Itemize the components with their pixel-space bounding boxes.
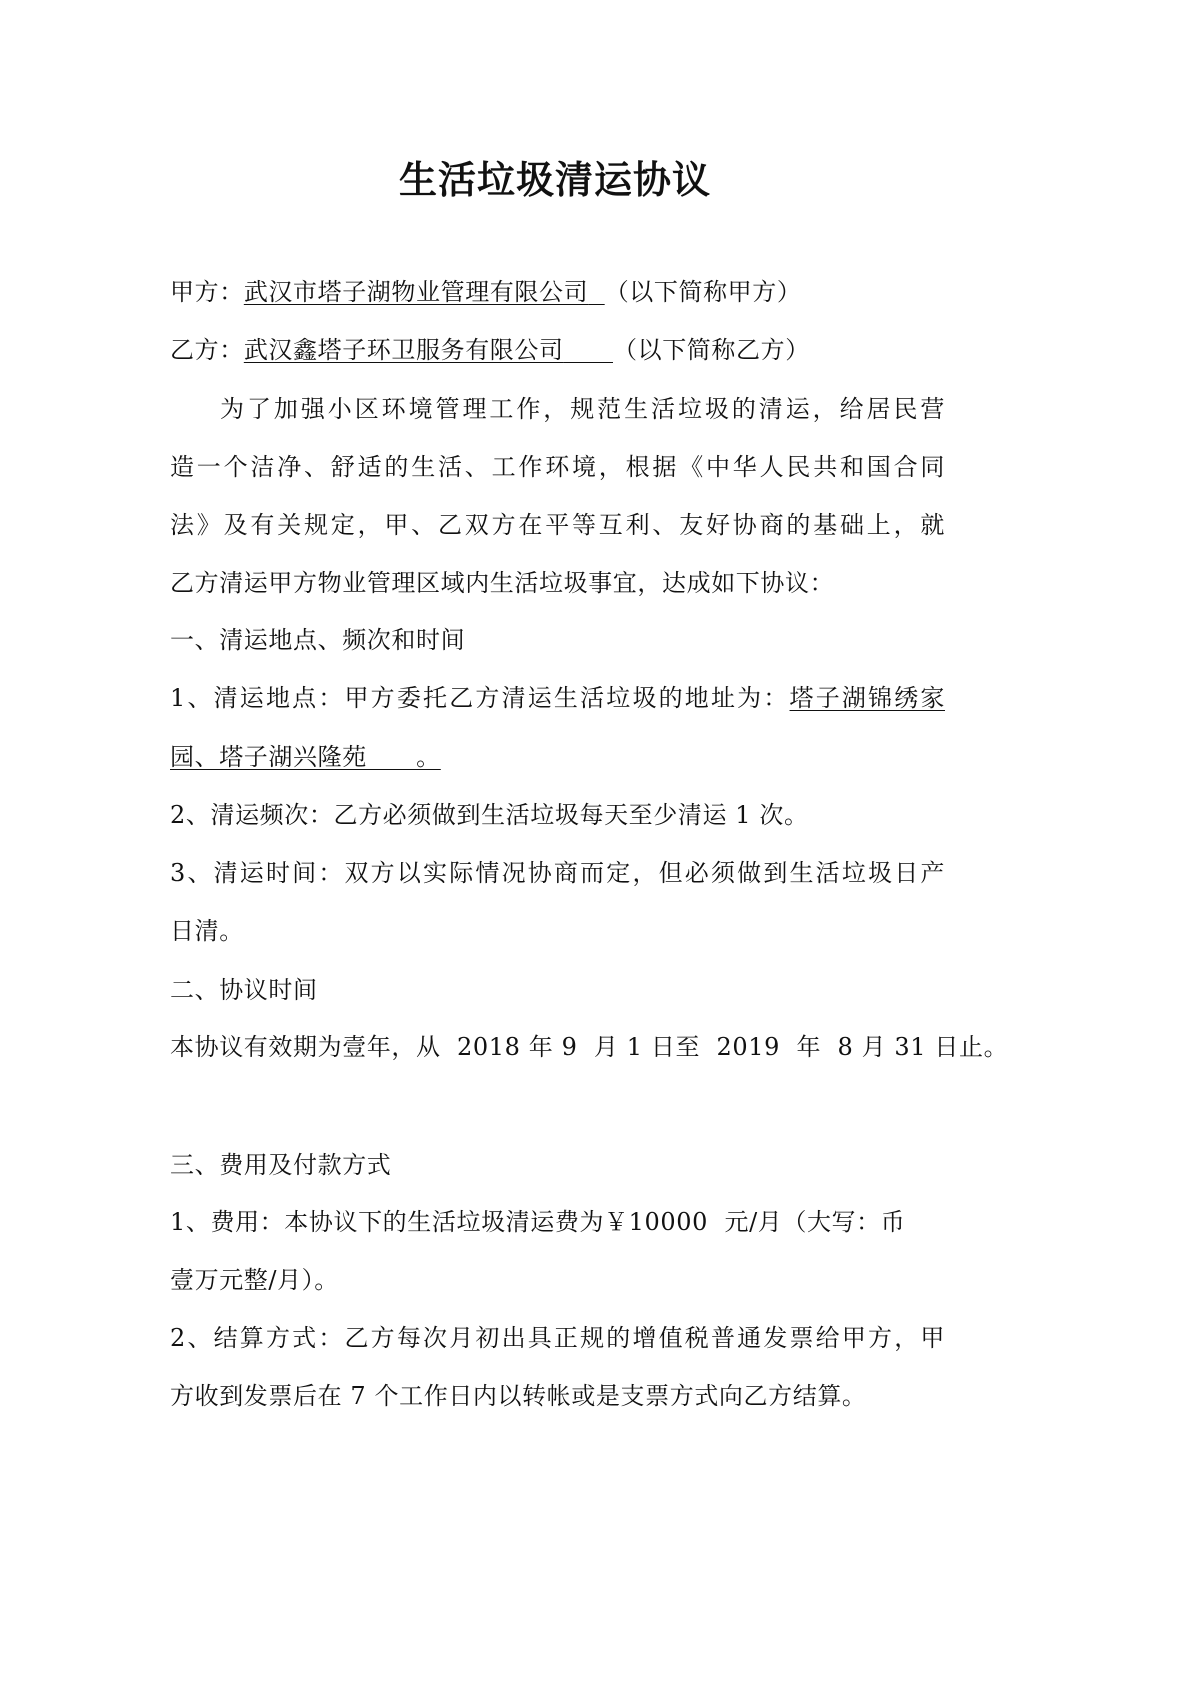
party-a-pad bbox=[588, 278, 604, 306]
party-b-line bbox=[170, 330, 945, 370]
item-1-address-cont: 园、塔子湖兴隆苑 。 bbox=[170, 743, 441, 771]
section-3-item-1: 1、费用：本协议下的生活垃圾清运费为￥10000 元/月（大写：币 bbox=[170, 1208, 906, 1236]
party-a-suffix: （以下简称甲方） bbox=[604, 278, 802, 306]
item-1-address: 塔子湖锦绣家 bbox=[789, 684, 945, 712]
party-b-pad bbox=[564, 336, 613, 364]
section-1-item-1 bbox=[170, 678, 945, 718]
party-b-name bbox=[244, 336, 613, 364]
preamble-line-3: 法》及有关规定，甲、乙双方在平等互利、友好协商的基础上，就 bbox=[170, 511, 945, 539]
section-3-item-2-cont: 方收到发票后在 7 个工作日内以转帐或是支票方式向乙方结算。 bbox=[170, 1382, 867, 1410]
section-1-item-1-cont bbox=[170, 737, 945, 777]
party-b-suffix: （以下简称乙方） bbox=[613, 336, 810, 364]
preamble-line-1: 为了加强小区环境管理工作，规范生活垃圾的清运，给居民营 bbox=[220, 395, 945, 423]
party-a-name bbox=[244, 278, 605, 306]
section-3-item-2: 2、结算方式：乙方每次月初出具正规的增值税普通发票给甲方，甲 bbox=[170, 1324, 945, 1352]
party-a-line bbox=[170, 272, 945, 312]
item-1-prefix: 1、清运地点：甲方委托乙方清运生活垃圾的地址为： bbox=[170, 684, 790, 712]
section-2-body: 本协议有效期为壹年，从 2018 年 9 月 1 日至 2019 年 8 月 31 日止。 bbox=[170, 1033, 1009, 1061]
party-b-name-text: 武汉鑫塔子环卫服务有限公司 bbox=[243, 336, 564, 364]
section-2-heading: 二、协议时间 bbox=[170, 976, 318, 1004]
section-1-heading: 一、清运地点、频次和时间 bbox=[170, 626, 466, 654]
section-1-item-3: 3、清运时间：双方以实际情况协商而定，但必须做到生活垃圾日产 bbox=[170, 859, 945, 887]
preamble-line-4: 乙方清运甲方物业管理区域内生活垃圾事宜，达成如下协议： bbox=[170, 569, 835, 597]
document-title: 生活垃圾清运协议 bbox=[398, 158, 711, 202]
party-b-label: 乙方： bbox=[170, 336, 244, 364]
section-3-item-1-cont: 壹万元整/月）。 bbox=[170, 1266, 339, 1294]
party-a-name-text: 武汉市塔子湖物业管理有限公司 bbox=[243, 278, 589, 306]
section-1-item-2: 2、清运频次：乙方必须做到生活垃圾每天至少清运 1 次。 bbox=[170, 801, 809, 829]
party-a-label: 甲方： bbox=[170, 278, 244, 306]
section-3-heading: 三、费用及付款方式 bbox=[170, 1151, 392, 1179]
preamble-line-2: 造一个洁净、舒适的生活、工作环境，根据《中华人民共和国合同 bbox=[170, 453, 945, 481]
section-1-item-3-cont: 日清。 bbox=[170, 917, 244, 945]
